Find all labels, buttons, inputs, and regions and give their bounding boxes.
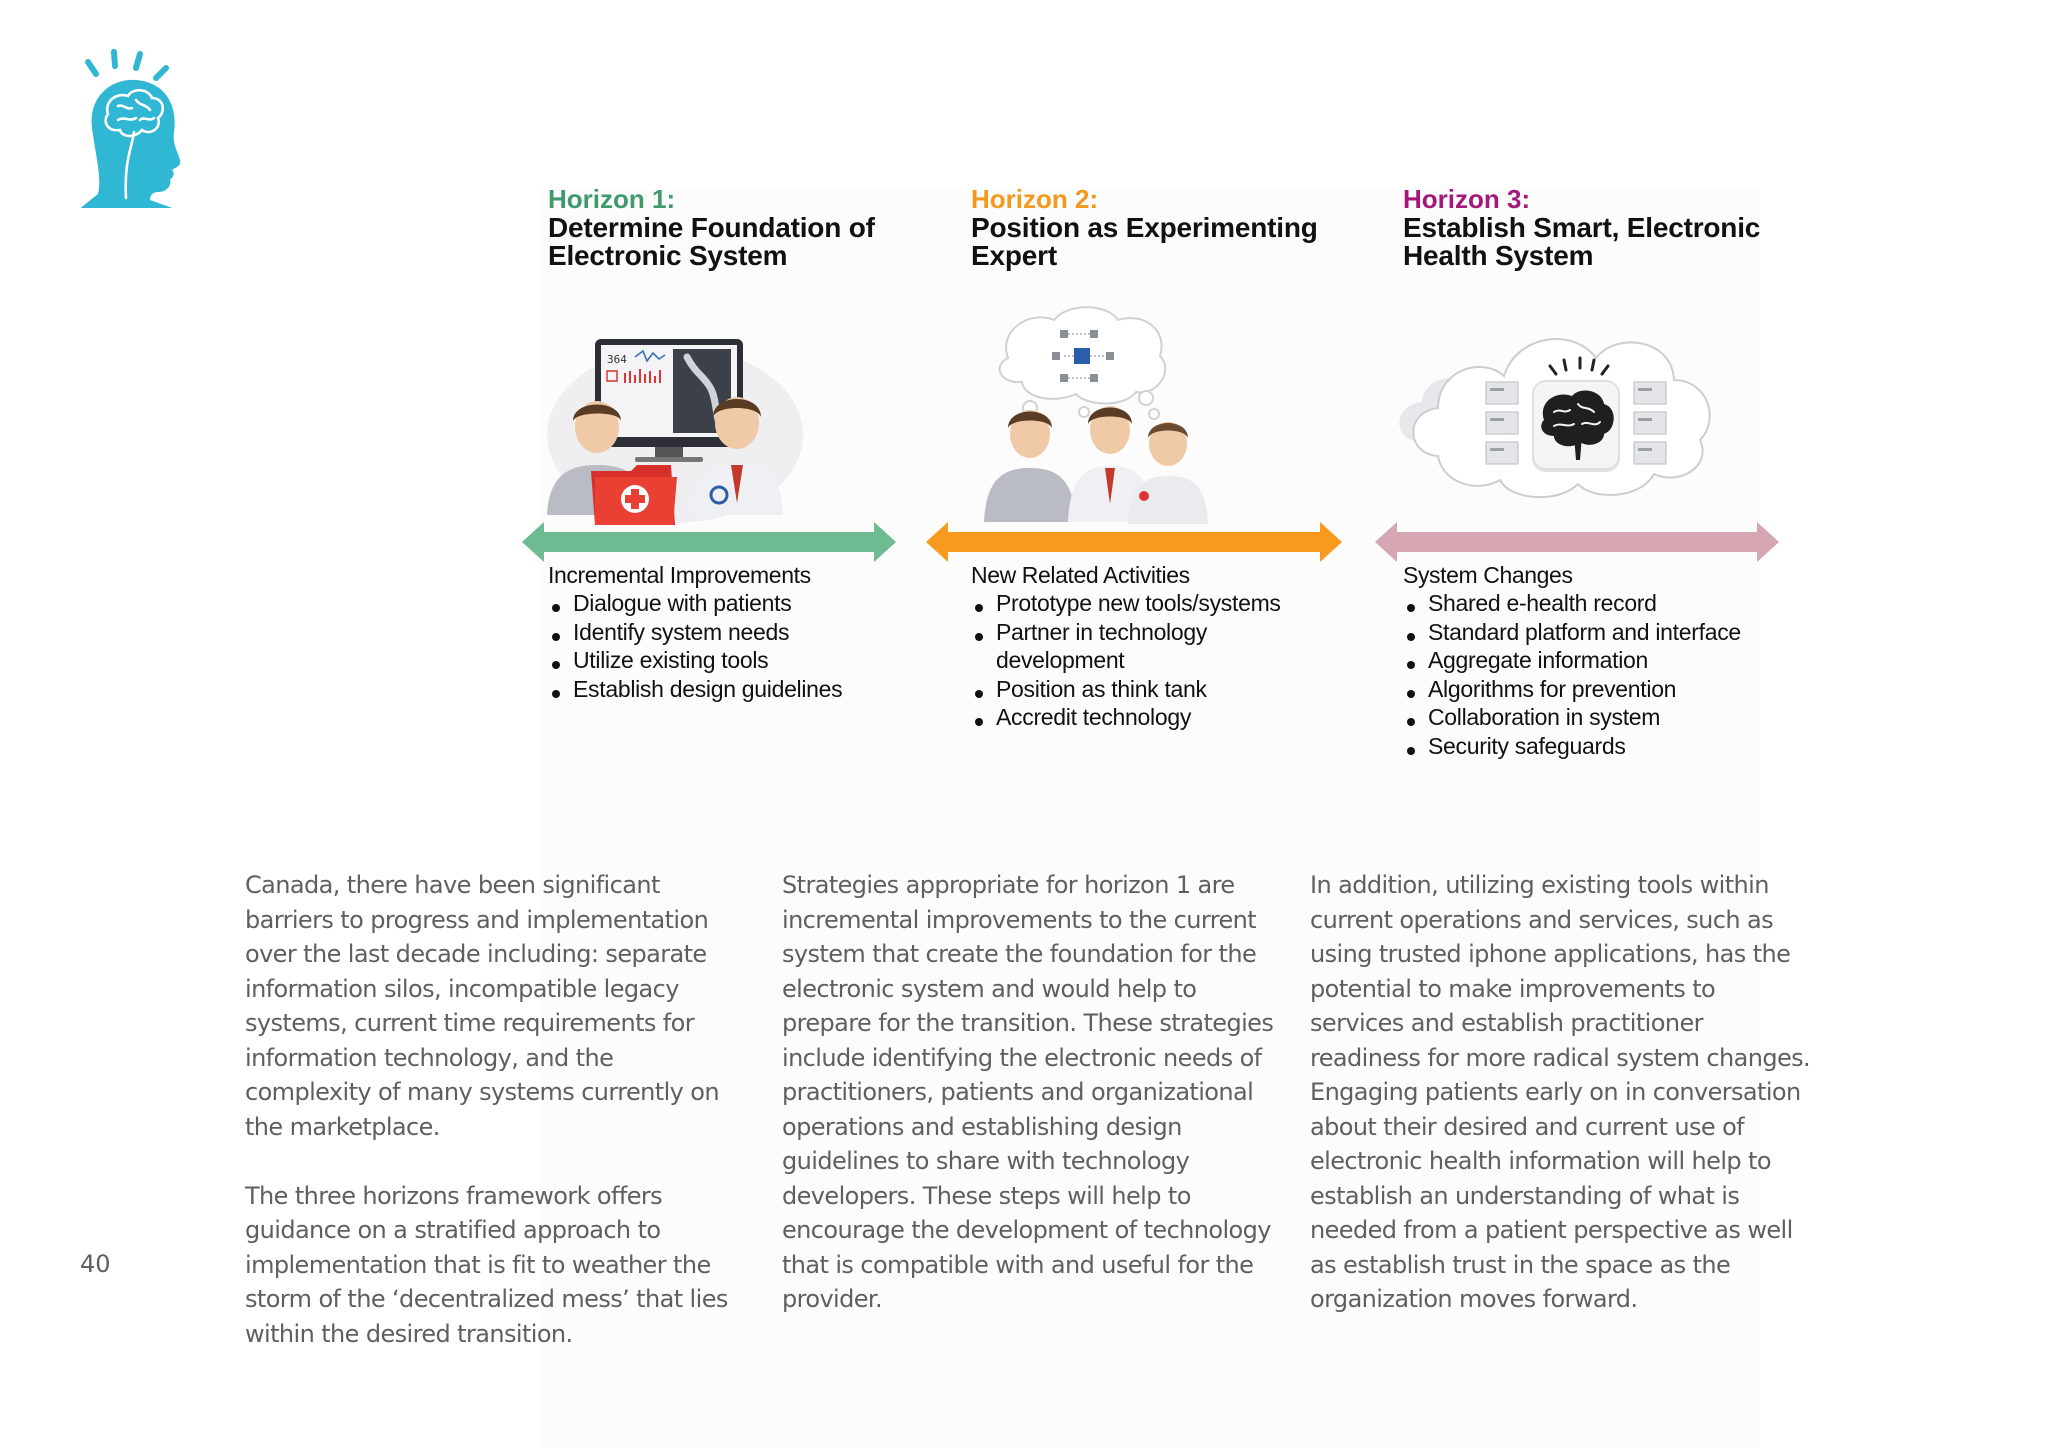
list-item: Partner in technology development <box>971 618 1316 675</box>
horizon-1-label: Horizon 1: <box>548 184 676 214</box>
list-item: Establish design guidelines <box>548 675 968 704</box>
horizon-2-header <box>971 185 1391 269</box>
horizon-2-arrow <box>926 520 1342 564</box>
list-item: Identify system needs <box>548 618 968 647</box>
brain-head-logo-icon <box>74 48 186 208</box>
list-item: Standard platform and interface <box>1403 618 1823 647</box>
body-paragraph: Canada, there have been significant barriers to progress and implementation over the last decade including: separate information silos, incompatible legacy systems, current time requirements for information technology, and the complexity of many systems currently on the marketplace. <box>245 871 719 1141</box>
monitor-readout: 364 <box>607 353 627 366</box>
horizon-1-arrow <box>522 520 896 564</box>
horizon-2-title-line2: Expert <box>971 240 1057 271</box>
list-item: Dialogue with patients <box>548 589 968 618</box>
body-column-2 <box>782 868 1282 1351</box>
horizon-2-title-line1: Position as Experimenting <box>971 212 1318 243</box>
body-paragraph: The three horizons framework offers guidance on a stratified approach to implementation that is fit to weather the storm of the ‘decentralized mess’ that lies within the desired transition. <box>245 1181 728 1348</box>
horizon-2-list-heading: New Related Activities <box>971 562 1190 588</box>
horizon-2-list <box>971 561 1316 732</box>
list-item: Accredit technology <box>971 703 1316 732</box>
list-item: Collaboration in system <box>1403 703 1823 732</box>
body-column-3 <box>1310 868 1815 1351</box>
horizon-3-list <box>1403 561 1823 760</box>
horizon-2-label: Horizon 2: <box>971 184 1099 214</box>
horizon-3-title-line1: Establish Smart, Electronic <box>1403 212 1761 243</box>
horizon-1-list-heading: Incremental Improvements <box>548 562 811 588</box>
list-item: Shared e-health record <box>1403 589 1823 618</box>
horizon-3-title-line2: Health System <box>1403 240 1594 271</box>
list-item: Algorithms for prevention <box>1403 675 1823 704</box>
list-item: Utilize existing tools <box>548 646 968 675</box>
horizon-1-list <box>548 561 968 703</box>
horizon-3-header <box>1403 185 1823 269</box>
horizon-3-list-heading: System Changes <box>1403 562 1573 588</box>
smart-brain-cloud-illustration <box>1382 308 1744 520</box>
list-item: Security safeguards <box>1403 732 1823 761</box>
body-column-1 <box>245 868 745 1386</box>
list-item: Aggregate information <box>1403 646 1823 675</box>
horizon-3-arrow <box>1375 520 1779 564</box>
horizon-1-title-line2: Electronic System <box>548 240 788 271</box>
team-thought-cloud-illustration <box>968 300 1238 525</box>
horizon-1-title-line1: Determine Foundation of <box>548 212 875 243</box>
horizon-1-header <box>548 185 968 269</box>
horizon-3-label: Horizon 3: <box>1403 184 1531 214</box>
body-paragraph: In addition, utilizing existing tools within current operations and services, such as using trusted iphone applications, has the potential to make improvements to services and establish practitioner readiness for more radical system changes. Engaging patients early on in conversation about their desired and current use of electronic health information will help to establish an understanding of what is needed from a patient perspective as well as establish trust in the space as the organization moves forward. <box>1310 871 1811 1313</box>
list-item: Position as think tank <box>971 675 1316 704</box>
doctors-monitor-illustration <box>535 325 805 525</box>
body-paragraph: Strategies appropriate for horizon 1 are incremental improvements to the current system that create the foundation for the electronic system and would help to prepare for the transition. These strategies include identifying the electronic needs of practitioners, patients and organizational operations and establishing design guidelines to share with technology developers. These steps will help to encourage the development of technology that is compatible with and useful for the provider. <box>782 871 1274 1313</box>
list-item: Prototype new tools/systems <box>971 589 1316 618</box>
page-number: 40 <box>80 1250 111 1278</box>
